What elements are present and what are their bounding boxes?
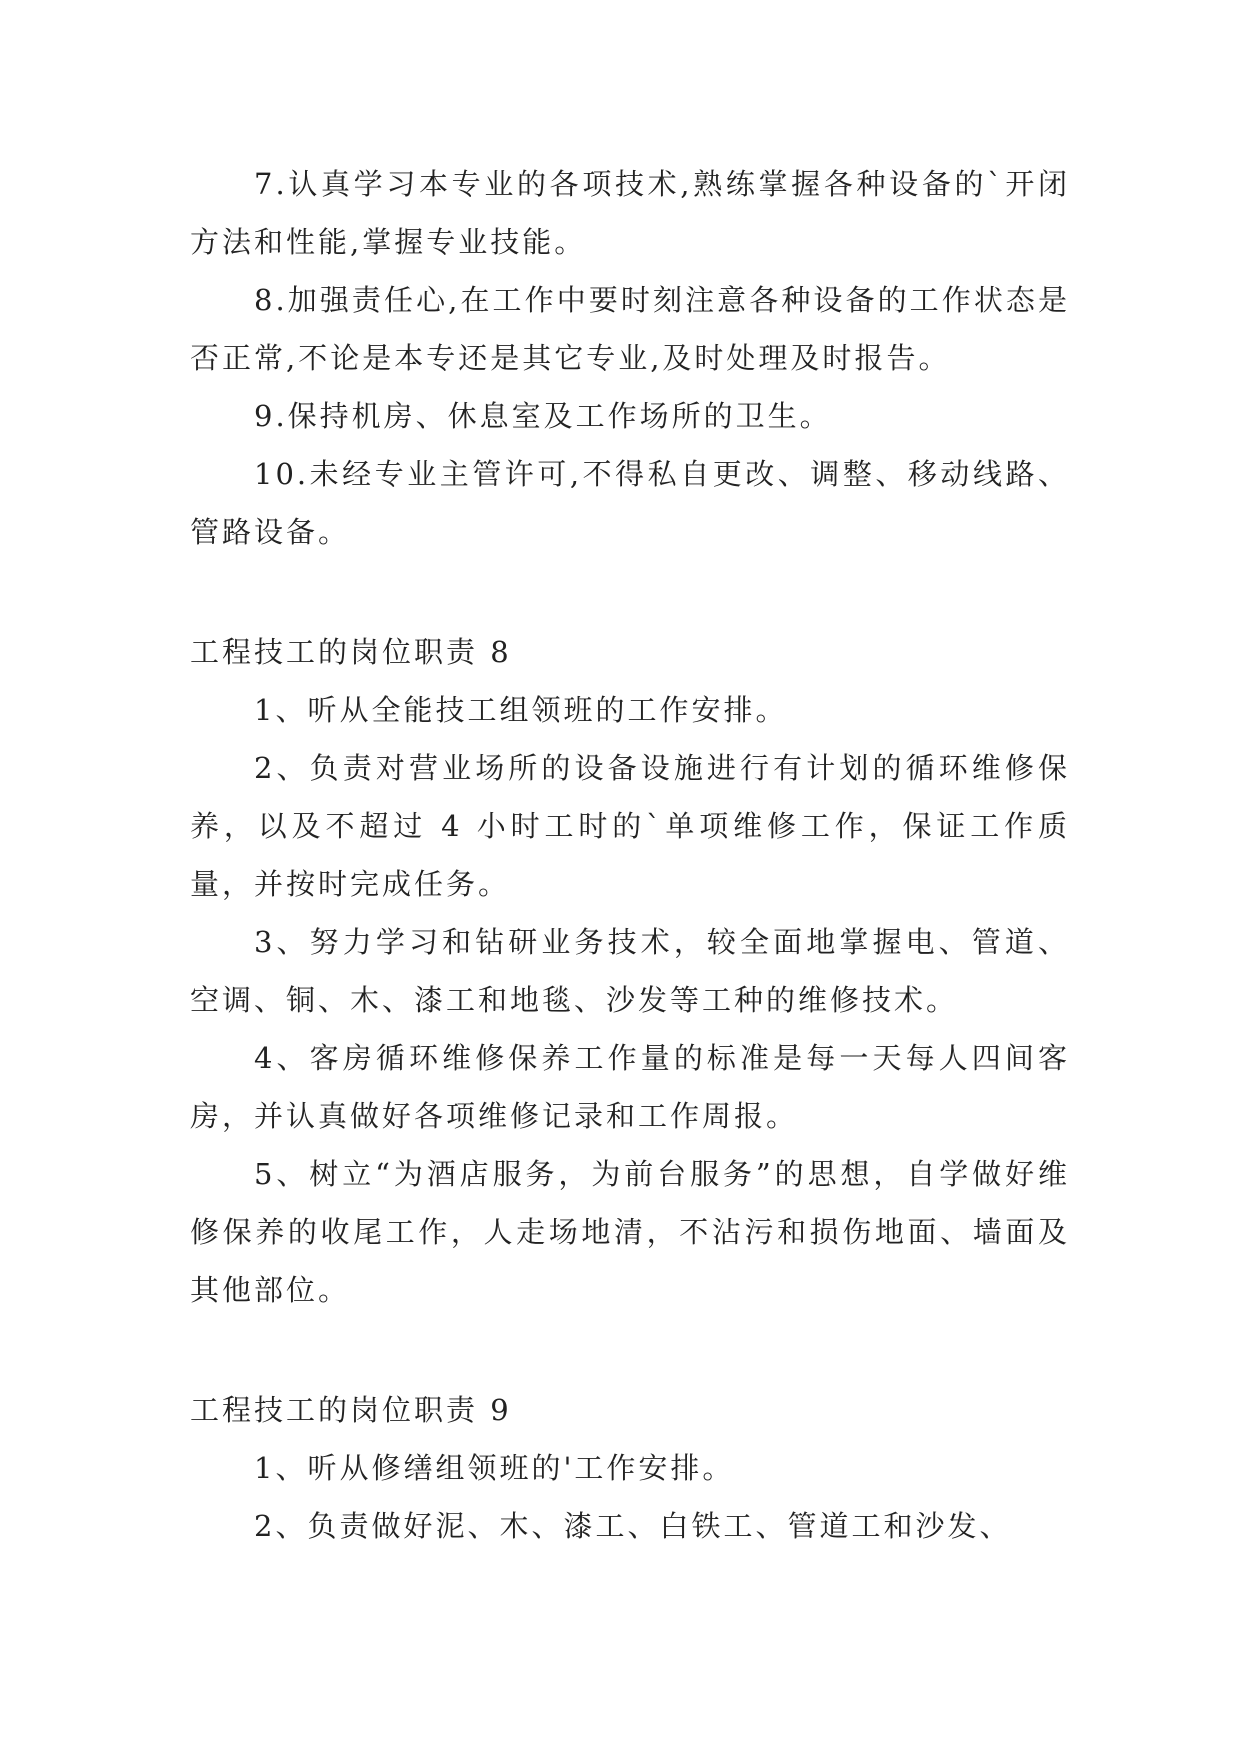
section-heading: 工程技工的岗位职责 8 [190, 635, 512, 669]
paragraph: 10.未经专业主管许可,不得私自更改、调整、移动线路、管路设备。 [190, 457, 1070, 549]
paragraph: 3、努力学习和钻研业务技术，较全面地掌握电、管道、空调、铜、木、漆工和地毯、沙发等工种的维修技术。 [190, 925, 1070, 1017]
section-heading: 工程技工的岗位职责 9 [190, 1393, 512, 1427]
paragraph: 4、客房循环维修保养工作量的标准是每一天每人四间客房，并认真做好各项维修记录和工作周报。 [190, 1041, 1070, 1133]
paragraph: 2、负责做好泥、木、漆工、白铁工、管道工和沙发、 [254, 1509, 1012, 1543]
document-body [190, 155, 1070, 1555]
paragraph: 1、听从修缮组领班的'工作安排。 [254, 1451, 735, 1485]
paragraph: 8.加强责任心,在工作中要时刻注意各种设备的工作状态是否正常,不论是本专还是其它专业,及时处理及时报告。 [190, 283, 1070, 375]
paragraph: 9.保持机房、休息室及工作场所的卫生。 [254, 399, 832, 433]
paragraph: 5、树立“为酒店服务，为前台服务”的思想，自学做好维修保养的收尾工作，人走场地清，不沾污和损伤地面、墙面及其他部位。 [190, 1157, 1070, 1307]
section-continued-duties [190, 155, 1070, 561]
section-duties-8 [190, 623, 1070, 1319]
section-duties-9 [190, 1381, 1070, 1555]
paragraph: 2、负责对营业场所的设备设施进行有计划的循环维修保养，以及不超过 4 小时工时的`单项维修工作，保证工作质量，并按时完成任务。 [190, 751, 1070, 901]
paragraph: 1、听从全能技工组领班的工作安排。 [254, 693, 788, 727]
paragraph: 7.认真学习本专业的各项技术,熟练掌握各种设备的`开闭方法和性能,掌握专业技能。 [190, 167, 1070, 259]
